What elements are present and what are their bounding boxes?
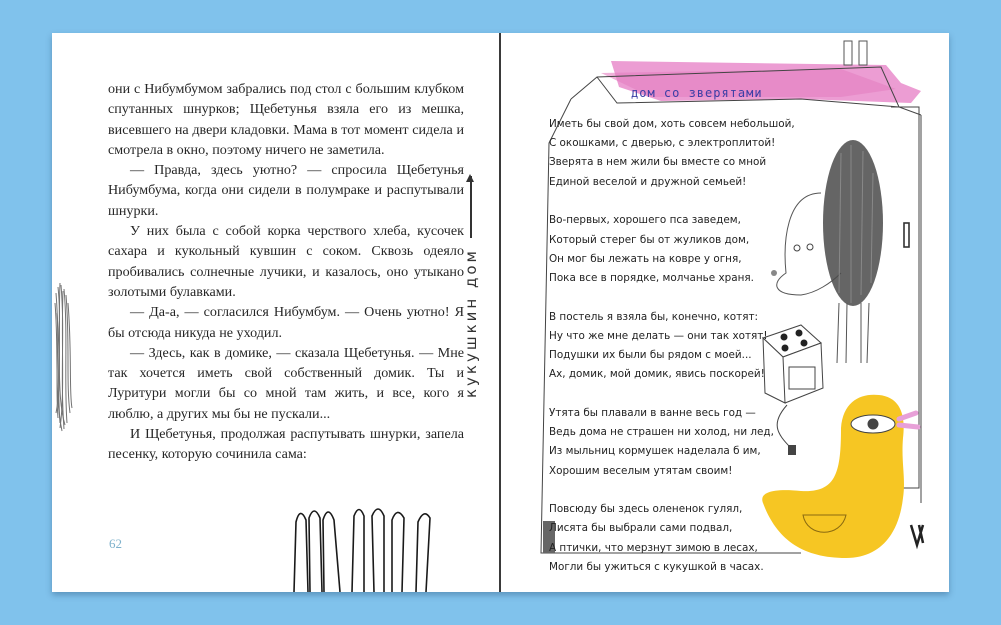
poem-line: Который стерег бы от жуликов дом, [549, 233, 750, 246]
story-text [108, 79, 464, 465]
poem-line: С окошками, с дверью, с электроплитой! [549, 137, 776, 150]
left-page [52, 33, 500, 592]
right-page [501, 33, 949, 592]
poem-line: Повсюду бы здесь олененок гулял, [549, 503, 743, 516]
poem-line: Иметь бы свой дом, хоть совсем небольшой, [549, 118, 795, 130]
side-label-handwritten [462, 176, 480, 398]
poem-line: А птички, что мерзнут зимою в лесах, [549, 541, 758, 554]
poem-line: Лисята бы выбрали сами подвал, [549, 522, 733, 535]
poem [549, 115, 795, 597]
stanza [549, 404, 789, 481]
page-number: 62 [109, 536, 122, 551]
poem-line: Ведь дома не страшен ни холод, ни лед, [549, 426, 774, 439]
poem-line: Он мог бы лежать на ковре у огня, [549, 252, 742, 265]
poem-title: дом со зверятами [631, 86, 763, 100]
open-book-spread [52, 33, 949, 592]
poem-line: Ну что же мне делать — они так хотят! [549, 329, 768, 342]
paragraph: — Здесь, как в домике, — сказала Щебетунья. — Мне так хочется иметь свой собственный домик. Ты и Луритури могли бы со мной там жить, и все, кого я люблю, а других мы бы не пускали... [108, 344, 464, 422]
poem-line: Единой веселой и дружной семьей! [549, 175, 747, 188]
poem-line: Во-первых, хорошего пса заведем, [549, 214, 741, 227]
stanza [549, 500, 789, 577]
poem-line: Пока все в порядке, молчанье храня. [549, 271, 754, 284]
poem-line: В постель я взяла бы, конечно, котят: [549, 310, 758, 323]
arrow-icon [470, 176, 472, 238]
paragraph: И Щебетунья, продолжая распутывать шнурки, запела песенку, которую сочинила сама: [108, 426, 464, 463]
poem-line: Подушки их были бы рядом с моей... [549, 349, 752, 362]
poem-line: Утята бы плавали в ванне весь год — [549, 406, 756, 419]
paragraph: они с Нибумбумом забрались под стол с большим клубком спутанных шнурков; Щебетунья взяла его из мешка, висевшего на двери кладовки. Мама в тот момент сидела и смотрела в окно, поэтому ничего не заметила. [108, 81, 464, 158]
poem-line: Могли бы ужиться с кукушкой в часах. [549, 560, 764, 573]
side-label-text: кукушкин дом [462, 248, 480, 398]
stanza [549, 211, 789, 288]
poem-line: Ах, домик, мой домик, явись поскорей! [549, 368, 765, 381]
stanza [549, 308, 789, 385]
poem-line: Из мыльниц кормушек наделала б им, [549, 445, 761, 458]
paragraph: — Правда, здесь уютно? — спросила Щебетунья Нибумбума, когда они сидели в полумраке и распутывали шнурки. [108, 162, 464, 219]
paragraph: — Да-а, — согласился Нибумбум. — Очень уютно! Я бы отсюда никуда не уходил. [108, 304, 464, 341]
stanza [549, 115, 795, 192]
paragraph: У них была с собой корка черствого хлеба, кусочек сахара и кукольный кувшин с соком. Сквозь одеяло пробивались солнечные лучики, и казалось, оно утыкано золотыми булавками. [108, 223, 464, 300]
fence-illustration [292, 498, 452, 592]
pencil-scribble-illustration [52, 283, 80, 433]
poem-line: Хорошим веселым утятам своим! [549, 464, 733, 477]
poem-line: Зверята в нем жили бы вместе со мной [549, 156, 767, 169]
